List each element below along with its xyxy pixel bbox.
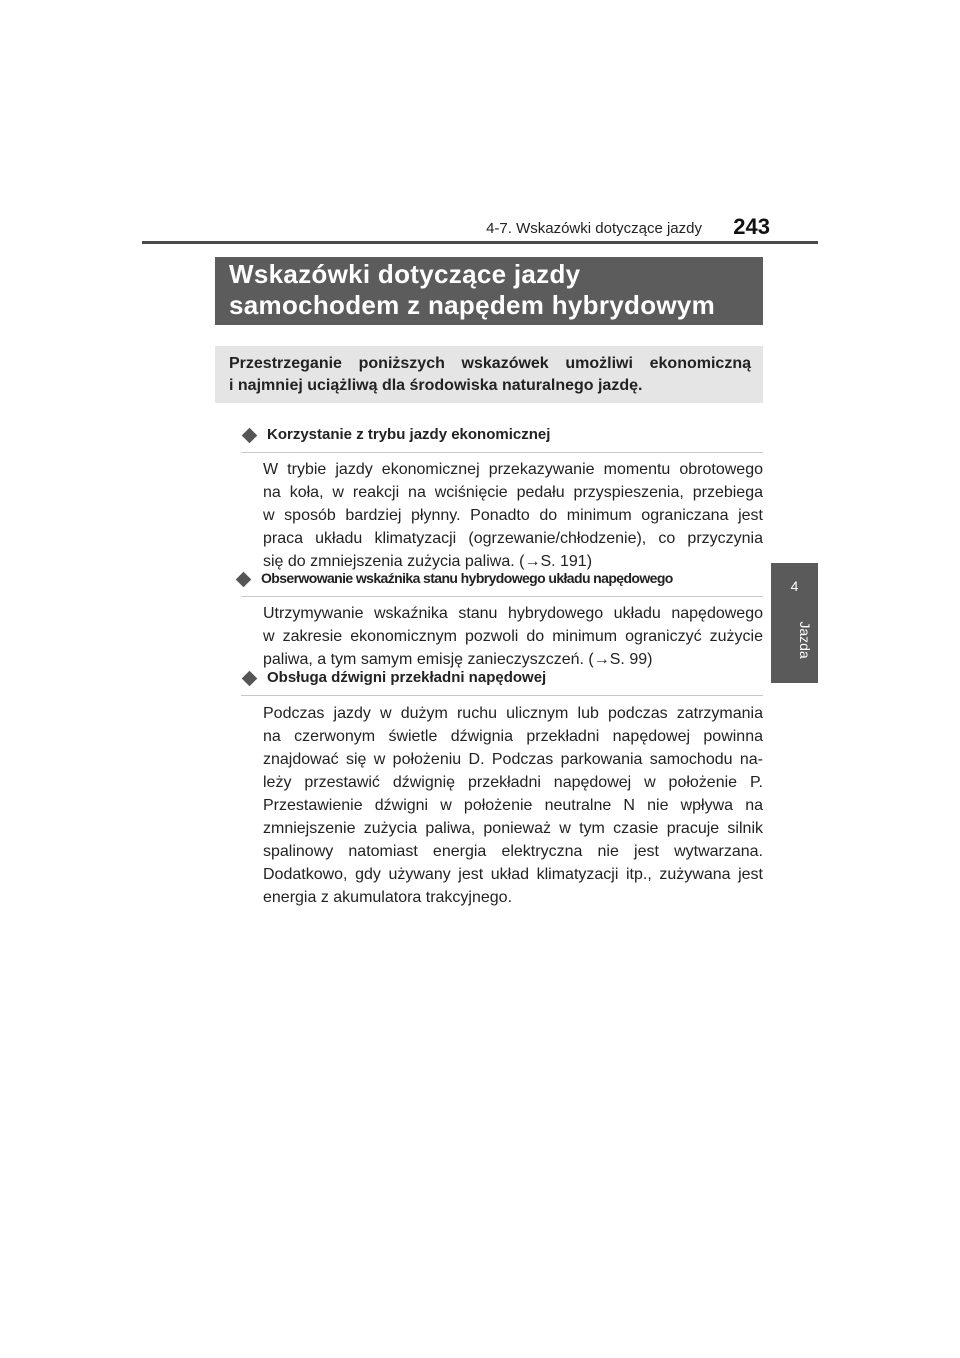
chapter-label: Jazda — [797, 621, 813, 659]
paragraph-shift-lever — [263, 702, 763, 909]
paragraph-line: na czerwonym świetle dźwignia przekładni napędowej powinna — [263, 728, 763, 745]
subheading-text: Obserwowanie wskaźnika stanu hybrydowego układu napędowego — [261, 570, 673, 586]
paragraph-line: W trybie jazdy ekonomicznej przekazywanie momentu obrotowego — [263, 461, 763, 478]
intro-line-2: i najmniej uciążliwą dla środowiska naturalnego jazdę. — [229, 377, 643, 394]
title-line-2: samochodem z napędem hybrydowym — [229, 290, 716, 320]
title-banner — [215, 257, 763, 325]
intro-box — [215, 346, 763, 403]
subheading-eco-mode — [241, 426, 763, 453]
diamond-bullet-icon — [236, 572, 252, 588]
paragraph-line: Dodatkowo, gdy używany jest układ klimatyzacji itp., zużywana jest — [263, 866, 763, 883]
section-label: 4-7. Wskazówki dotyczące jazdy — [486, 220, 702, 237]
paragraph-line: Przestawienie dźwigni w położenie neutralne N nie wpływa na — [263, 797, 763, 814]
subheading-text: Korzystanie z trybu jazdy ekonomicznej — [267, 426, 551, 443]
paragraph-line: praca układu klimatyzacji (ogrzewanie/chłodzenie), co przyczynia — [263, 530, 763, 547]
chapter-number: 4 — [790, 578, 799, 594]
paragraph-line: spalinowy natomiast energia elektryczna nie jest wytwarzana. — [263, 843, 763, 860]
page-number: 243 — [733, 214, 770, 239]
paragraph-line: leży przestawić dźwignię przekładni napędowej w położenie P. — [263, 774, 763, 791]
paragraph-line: znajdować się w położeniu D. Podczas parkowania samochodu na- — [263, 751, 763, 768]
paragraph-line: się do zmniejszenia zużycia paliwa. (→S. 191) — [263, 553, 593, 570]
paragraph-line: energia z akumulatora trakcyjnego. — [263, 889, 513, 906]
paragraph-line: Podczas jazdy w dużym ruchu ulicznym lub podczas zatrzymania — [263, 705, 763, 722]
diamond-bullet-icon — [242, 671, 258, 687]
paragraph-line: zmniejszenie zużycia paliwa, ponieważ w tym czasie pracuje silnik — [263, 820, 763, 837]
paragraph-eco-mode — [263, 458, 763, 573]
paragraph-line: w sposób bardziej płynny. Ponadto do minimum ograniczana jest — [263, 507, 763, 524]
subheading-text: Obsługa dźwigni przekładni napędowej — [267, 669, 547, 686]
diamond-bullet-icon — [242, 428, 258, 444]
chapter-label-holder — [771, 600, 818, 680]
intro-line-1: Przestrzeganie poniższych wskazówek umożliwi ekonomiczną — [229, 355, 751, 372]
page-header — [142, 214, 818, 242]
paragraph-line: Utrzymywanie wskaźnika stanu hybrydowego układu napędowego — [263, 605, 763, 622]
paragraph-hybrid-indicator — [263, 602, 763, 671]
paragraph-line: paliwa, a tym samym emisję zanieczyszczeń. (→S. 99) — [263, 651, 653, 668]
header-rule — [142, 241, 818, 244]
subheading-hybrid-indicator — [241, 570, 763, 597]
subheading-shift-lever — [241, 669, 763, 696]
intro-text — [229, 353, 751, 397]
paragraph-line: w zakresie ekonomicznym pozwoli do minimum ograniczyć zużycie — [263, 628, 763, 645]
paragraph-line: na koła, w reakcji na wciśnięcie pedału przyspieszenia, przebiega — [263, 484, 763, 501]
page-title — [229, 259, 715, 321]
title-line-1: Wskazówki dotyczące jazdy — [229, 259, 581, 289]
